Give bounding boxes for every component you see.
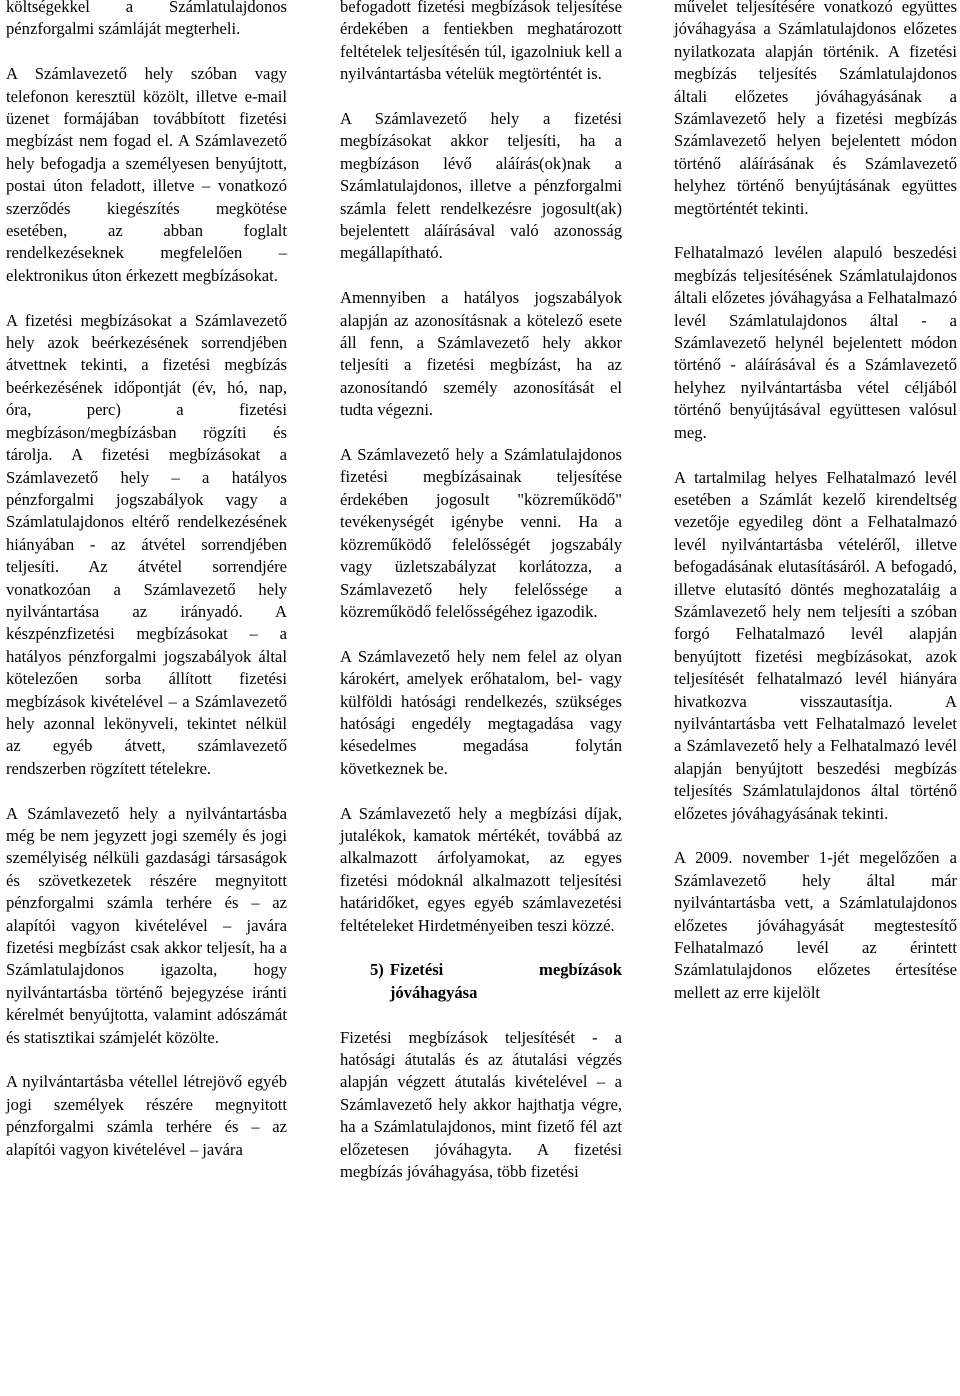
paragraph: Fizetési megbízások teljesítését - a hatósági átutalás és az átutalási végzés alapján végzett átutalás kivételével – a Számlavezető hely akkor hajthatja végre, ha a Számlatulajdonos, mint fizető fél azt előzetesen jóváhagyta. A fizetési megbízás jóváhagyása, több fizetési	[340, 1027, 622, 1182]
paragraph: A Számlavezető hely szóban vagy telefonon keresztül közölt, illetve e-mail üzenet formájában továbbított fizetési megbízást nem fogad el. A Számlavezető hely befogadja a személyesen benyújtott, postai úton feladott, illetve – vonatkozó szerződés kiegészítés megkötése esetében, az abban foglalt rendelkezéseknek megfelelően – elektronikus úton érkezett megbízásokat.	[6, 64, 287, 285]
paragraph: művelet teljesítésére vonatkozó együttes jóváhagyása a Számlatulajdonos előzetes nyilatkozata alapján történik. A fizetési megbízás teljesítés Számlatulajdonos általi előzetes jóváhagyásának a Számlavezető hely a fizetési megbízás Számlavezető helyen bejelentett módon történő aláírásának és Számlavezető helyhez történő benyújtásának együttes megtörténtét tekinti.	[674, 0, 957, 218]
paragraph: A 2009. november 1-jét megelőzően a Számlavezető hely által már nyilvántartásba vett, a Számlatulajdonos előzetes jóváhagyását megtestesítő Felhatalmazó levél az érintett Számlatulajdonos előzetes értesítése mellett az erre kijelölt	[674, 848, 957, 1002]
paragraph: Amennyiben a hatályos jogszabályok alapján az azonosításnak a kötelező esete áll fenn, a Számlavezető hely akkor teljesíti a fizetési megbízást, ha az azonosítandó személy azonosítását el tudta végezni.	[340, 288, 622, 420]
section-heading	[340, 959, 622, 1004]
paragraph: A Számlavezető hely a fizetési megbízásokat akkor teljesíti, ha a megbízáson lévő aláírás(ok)nak a Számlatulajdonos, illetve a pénzforgalmi számla felett rendelkezésre jogosult(ak) bejelentett aláírásával való azonosság megállapítható.	[340, 109, 622, 263]
section-number: 5)	[370, 960, 384, 980]
paragraph: költségekkel a Számlatulajdonos pénzforgalmi számláját megterheli.	[6, 0, 287, 39]
paragraph: A Számlavezető hely a megbízási díjak, jutalékok, kamatok mértékét, továbbá az alkalmazott árfolyamokat, az egyes fizetési módoknál alkalmazott teljesítési határidőket, egyes egyéb számlavezetési feltételeket Hirdetményeiben teszi közzé.	[340, 803, 622, 935]
text-column-2	[340, 0, 622, 1206]
text-column-1	[6, 0, 287, 1183]
paragraph: A Számlavezető hely a nyilvántartásba még be nem jegyzett jogi személy és jogi személyiség nélküli gazdasági társaságok és szövetkezetek részére megnyitott pénzforgalmi számla terhére és – az alapítói vagyon kivételével – javára fizetési megbízást csak akkor teljesít, ha a Számlatulajdonos igazolta, hogy nyilvántartásba történő bejegyzése iránti kérelmét benyújtotta, valamint adószámát és statisztikai számjelét közölte.	[6, 803, 287, 1047]
paragraph: befogadott fizetési megbízások teljesítése érdekében a fentiekben meghatározott feltételek teljesítésén túl, igazolniuk kell a nyilvántartásba vételük megtörténtét is.	[340, 0, 622, 84]
paragraph: A Számlavezető hely a Számlatulajdonos fizetési megbízásainak teljesítése érdekében jogosult "közreműködő" tevékenységét igénybe venni. Ha a közreműködő felelősségét jogszabály vagy üzletszabályzat korlátozza, a Számlavezető hely felelőssége a közreműködő felelősségéhez igazodik.	[340, 445, 622, 621]
paragraph: A tartalmilag helyes Felhatalmazó levél esetében a Számlát kezelő kirendeltség vezetője egyedileg dönt a Felhatalmazó levél nyilvántartásba vételéről, illetve befogadásának elutasításáról. A befogadó, illetve elutasító döntés meghozataláig a Számlavezető hely nem teljesíti a szóban forgó Felhatalmazó levél alapján benyújtott fizetési megbízásokat, azok teljesítését felhatalmazó levél hiányára hivatkozva visszautasítja. A nyilvántartásba vett Felhatalmazó levelet a Számlavezető hely a Felhatalmazó levél alapján benyújtott beszedési megbízás teljesítés Számlatulajdonos által történő előzetes jóváhagyásának tekinti.	[674, 467, 957, 823]
section-title: Fizetési megbízások jóváhagyása	[389, 960, 622, 1002]
paragraph: Felhatalmazó levélen alapuló beszedési megbízás teljesítésének Számlatulajdonos általi előzetes jóváhagyása a Felhatalmazó levél Számlatulajdonos által - a Számlavezető helynél bejelentett módon történő - aláírásával és a Számlavezető helyhez nyilvántartásba vétel céljából történő benyújtásával együttesen valósul meg.	[674, 243, 957, 442]
paragraph: A fizetési megbízásokat a Számlavezető hely azok beérkezésének sorrendjében átvettnek tekinti, a fizetési megbízás beérkezésének időpontját (év, hó, nap, óra, perc) a fizetési megbízáson/megbízásban rögzíti és tárolja. A fizetési megbízásokat a Számlavezető hely – a hatályos pénzforgalmi jogszabályok vagy a Számlatulajdonos eltérő rendelkezésének hiányában - az átvétel sorrendjében teljesíti. Az átvétel sorrendjére vonatkozóan a Számlavezető hely nyilvántartása az irányadó. A készpénzfizetési megbízásokat – a hatályos pénzforgalmi jogszabályok által kötelezően sorba állított fizetési megbízások kivételével – a Számlavezető hely azonnal lekönyveli, tekintet nélkül az egyéb átvett, számlavezető rendszerben rögzített tételekre.	[6, 310, 287, 778]
paragraph: A nyilvántartásba vétellel létrejövő egyéb jogi személyek részére megnyitott pénzforgalmi számla terhére és – az alapítói vagyon kivételével – javára	[6, 1072, 287, 1159]
text-column-3	[674, 0, 957, 1027]
paragraph: A Számlavezető hely nem felel az olyan károkért, amelyek erőhatalom, bel- vagy külföldi hatósági rendelkezés, szükséges hatósági engedély megtagadása vagy késedelmes megadása folytán következnek be.	[340, 646, 622, 778]
